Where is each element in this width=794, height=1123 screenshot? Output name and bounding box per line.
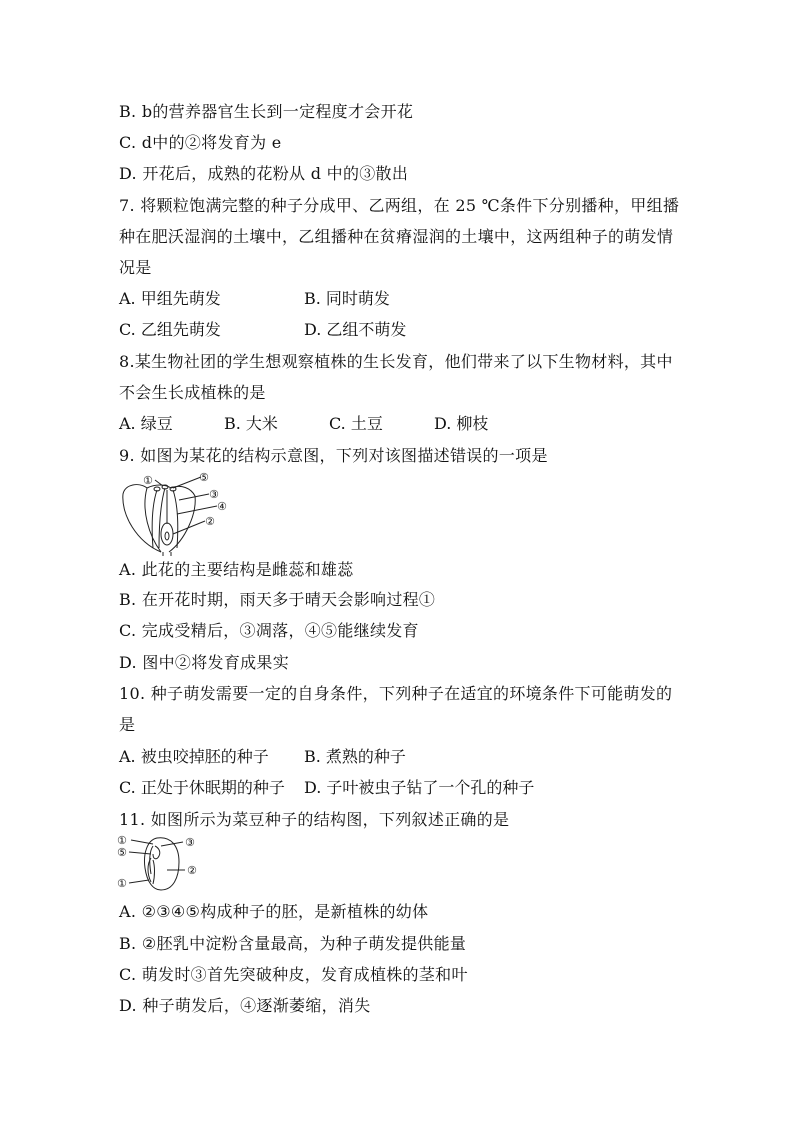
q8-stem-line1: 8.某生物社团的学生想观察植株的生长发育，他们带来了以下生物材料，其中 (119, 352, 673, 371)
q11-option-c: C. 萌发时③首先突破种皮，发育成植株的茎和叶 (119, 965, 468, 984)
q7-stem-line1: 7. 将颗粒饱满完整的种子分成甲、乙两组，在 25 ℃条件下分别播种，甲组播 (119, 196, 680, 215)
q10-option-a: A. 被虫咬掉胚的种子 (119, 747, 269, 766)
q11-option-b: B. ②胚乳中淀粉含量最高，为种子萌发提供能量 (119, 934, 467, 953)
q7-stem-line3: 况是 (119, 258, 152, 277)
q11-stem: 11. 如图所示为菜豆种子的结构图，下列叙述正确的是 (119, 810, 510, 829)
bean-seed-diagram (117, 834, 203, 894)
q9-stem: 9. 如图为某花的结构示意图，下列对该图描述错误的一项是 (119, 446, 548, 465)
seed-label-3: ③ (185, 836, 195, 849)
q9-option-b: B. 在开花时期，雨天多于晴天会影响过程① (119, 590, 436, 609)
flower-label-2: ② (205, 515, 215, 528)
seed-label-1-top: ① (117, 834, 127, 847)
flower-label-1: ① (143, 474, 153, 487)
q8-option-c: C. 土豆 (329, 414, 383, 433)
q7-option-d: D. 乙组不萌发 (304, 320, 407, 339)
q8-stem-line2: 不会生长成植株的是 (119, 383, 266, 402)
q8-option-b: B. 大米 (224, 414, 278, 433)
flower-label-3: ③ (209, 488, 219, 501)
flower-label-5: ⑤ (199, 471, 209, 484)
flower-structure-diagram (117, 470, 237, 556)
q11-option-a: A. ②③④⑤构成种子的胚，是新植株的幼体 (119, 902, 429, 921)
q11-option-d: D. 种子萌发后，④逐渐萎缩，消失 (119, 996, 371, 1015)
flower-label-4: ④ (217, 500, 227, 513)
option-d-prev: D. 开花后，成熟的花粉从 d 中的③散出 (119, 164, 409, 183)
option-c-prev: C. d中的②将发育为 e (119, 133, 282, 152)
q8-option-d: D. 柳枝 (434, 414, 489, 433)
q9-option-d: D. 图中②将发育成果实 (119, 653, 290, 672)
q7-option-b: B. 同时萌发 (304, 289, 390, 308)
q8-option-a: A. 绿豆 (119, 414, 173, 433)
seed-label-1-bottom: ① (117, 877, 127, 890)
q10-option-b: B. 煮熟的种子 (304, 747, 406, 766)
q10-option-d: D. 子叶被虫子钻了一个孔的种子 (304, 778, 535, 797)
q9-option-a: A. 此花的主要结构是雌蕊和雄蕊 (119, 560, 354, 579)
q7-stem-line2: 种在肥沃湿润的土壤中，乙组播种在贫瘠湿润的土壤中，这两组种子的萌发情 (119, 227, 674, 246)
seed-label-2: ② (187, 864, 197, 877)
seed-label-5: ⑤ (117, 846, 127, 859)
option-b-prev: B. b的营养器官生长到一定程度才会开花 (119, 102, 414, 121)
q7-option-a: A. 甲组先萌发 (119, 289, 221, 308)
q10-stem-line1: 10. 种子萌发需要一定的自身条件，下列种子在适宜的环境条件下可能萌发的 (119, 684, 673, 703)
q9-option-c: C. 完成受精后，③凋落，④⑤能继续发育 (119, 621, 419, 640)
q7-option-c: C. 乙组先萌发 (119, 320, 221, 339)
q10-stem-line2: 是 (119, 715, 136, 734)
q10-option-c: C. 正处于休眠期的种子 (119, 778, 285, 797)
